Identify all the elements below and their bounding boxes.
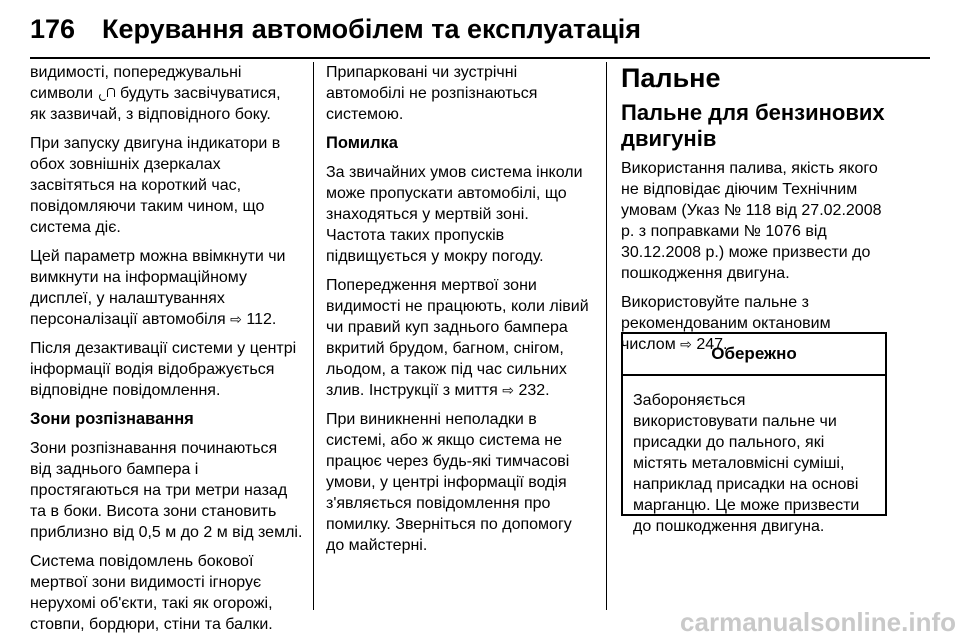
- page-reference-arrow-icon: ⇨: [230, 311, 242, 327]
- column-divider-2: [606, 62, 607, 610]
- paragraph: Використання палива, якість якого не відповідає діючим Технічним умовам (Указ № 118 від 27.02.2008 р. з поправками № 1076 від 30.12.2008 р.) може призвести до пошкодження двигуна.: [621, 160, 882, 282]
- column-2: [326, 62, 602, 564]
- paragraph: При запуску двигуна індикатори в обох зовнішніх дзеркалах засвітяться на короткий час, повідомляючи таким чином, що система діє.: [30, 135, 281, 236]
- paragraph: Цей параметр можна ввімкнути чи вимкнути на інформаційному дисплеї, у налаштуваннях персоналізації автомобіля ⇨ 112.: [30, 248, 286, 328]
- page-header: [30, 14, 930, 60]
- paragraph: Попередження мертвої зони видимості не працюють, коли лівий чи правий куп заднього бампера вкритий брудом, багном, снігом, льодом, а також під час сильних злив. Інструкції з миття ⇨ 232.: [326, 277, 589, 399]
- section-heading: Зони розпізнавання: [30, 410, 194, 428]
- section-heading: Помилка: [326, 134, 398, 152]
- page-number: 176: [30, 14, 76, 44]
- column-1: [30, 62, 308, 643]
- paragraph: Система повідомлень бокової мертвої зони видимості ігнорує нерухомі об'єкти, такі як огорожі, стовпи, бордюри, стіни та балки.: [30, 553, 273, 633]
- paragraph: За звичайних умов система інколи може пропускати автомобілі, що знаходяться у мертвій зоні. Частота таких пропусків підвищується у мокру погоду.: [326, 164, 583, 265]
- header-rule: [30, 57, 930, 59]
- paragraph: видимості, попереджувальні символи будуть засвічуватися, як зазвичай, з відповідного боку.: [30, 64, 281, 123]
- column-divider-1: [313, 62, 314, 610]
- paragraph: Зони розпізнавання починаються від заднього бампера і простягаються на три метри назад та в боки. Висота зони становить приблизно від 0,5 м до 2 м від землі.: [30, 440, 303, 541]
- page-reference-arrow-icon: ⇨: [502, 382, 514, 398]
- page-reference-arrow-icon: ⇨: [680, 336, 692, 352]
- paragraph: Використовуйте пальне з рекомендованим октановим числом ⇨ 247.: [621, 294, 831, 353]
- warning-box: [621, 332, 887, 535]
- warning-text: Забороняється використовувати пальне чи присадки до пального, які містять металовмісні суміші, наприклад присадки на основі марганцю. Це може призвести до пошкодження двигуна.: [633, 392, 860, 535]
- chapter-heading: Пальне: [621, 63, 721, 93]
- page-reference-link[interactable]: 112.: [246, 311, 277, 328]
- column-3: [621, 62, 897, 363]
- warning-title: Обережно: [623, 334, 885, 376]
- page-title: Керування автомобілем та експлуатація: [102, 14, 642, 44]
- paragraph: Припарковані чи зустрічні автомобілі не розпізнаються системою.: [326, 64, 538, 123]
- subsection-heading: Пальне для бензинових двигунів: [621, 100, 885, 151]
- paragraph: Після дезактивації системи у центрі інформації водія відображується відповідне повідомлення.: [30, 340, 297, 399]
- page-reference-link[interactable]: 232.: [518, 382, 550, 399]
- paragraph: При виникненні неполадки в системі, або ж якщо система не працює через будь-які тимчасові умови, у центрі інформації водія з'являється повідомлення про помилку. Зверніться по допомогу до майстерні.: [326, 411, 572, 554]
- watermark: carmanualsonline.info: [680, 607, 956, 637]
- blind-spot-warning-icon: [98, 87, 116, 101]
- page-reference-link[interactable]: 247.: [696, 336, 728, 353]
